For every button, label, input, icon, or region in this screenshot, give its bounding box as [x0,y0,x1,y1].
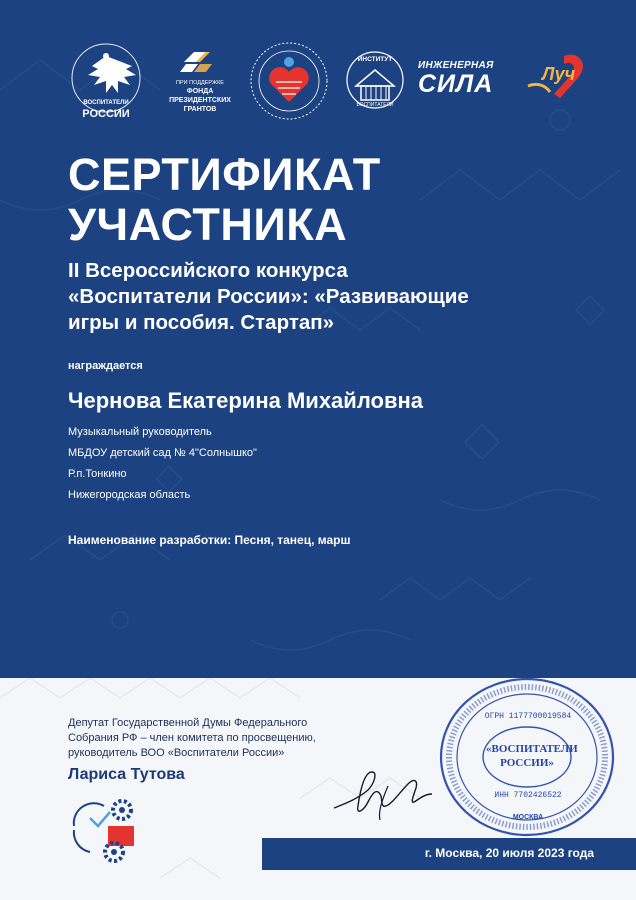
stamp-center-line2: РОССИИ» [500,757,554,769]
certificate-bottom-panel [0,678,636,900]
vospitateli-rossii-logo [64,38,148,129]
certificate-title [68,150,381,250]
institute-logo [342,42,408,127]
vr-logo-line1: ВОСПИТАТЕЛИ [83,100,129,106]
recipient-organization: МБДОУ детский сад № 4"Солнышко" [68,447,257,459]
signer-role-line1: Депутат Государственной Думы Федерального [68,717,308,729]
awarded-label: награждается [68,360,143,372]
luch-logo-text: Луч [542,64,576,84]
engineering-power-logo [418,60,510,104]
date-bar [262,838,636,870]
engineering-power-line1: ИНЖЕНЕРНАЯ [418,60,494,71]
contest-line1: II Всероссийского конкурса [68,259,348,282]
signature [328,756,440,826]
recipient-name: Чернова Екатерина Михайловна [68,388,423,413]
fund-line4: ГРАНТОВ [183,106,217,113]
luch-logo [524,50,590,106]
contest-name [68,258,608,336]
certificate-date: г. Москва, 20 июля 2023 года [424,846,594,860]
stamp-city: МОСКВА [512,814,544,821]
fund-line3: ПРЕЗИДЕНТСКИХ [169,97,231,104]
presidential-grants-fund-logo [164,48,236,124]
development-title: Наименование разработки: Песня, танец, марш [68,533,351,547]
stamp-center-text [486,742,578,770]
contest-line3: игры и пособия. Стартап» [68,311,335,334]
institute-logo-top: ИНСТИТУТ [357,56,393,63]
gears-icon [68,796,148,866]
vr-logo-line2: РОССИИ [82,108,130,120]
institute-logo-bottom: ВОСПИТАТЕЛИ [356,102,394,108]
signer-name: Лариса Тутова [68,766,185,783]
engineering-power-line2: СИЛА [418,70,494,98]
stamp-inn: ИНН 7702426522 [494,791,562,800]
title-line2: УЧАСТНИКА [68,199,348,250]
signer-role-line2: Собрания РФ – член комитета по просвещению, [68,732,316,744]
signer-role-line3: руководитель ВОО «Воспитатели России» [68,747,285,759]
recipient-position: Музыкальный руководитель [68,426,212,438]
title-line1: СЕРТИФИКАТ [68,149,381,200]
fund-line2: ФОНДА [186,88,214,95]
contest-line2: «Воспитатели России»: «Развивающие [68,285,469,308]
recipient-region: Нижегородская область [68,489,191,501]
partner-logos [0,38,636,128]
heart-emblem-logo [246,38,332,129]
recipient-locality: Р.п.Тонкино [68,468,127,480]
fund-line1: ПРИ ПОДДЕРЖКЕ [176,80,224,86]
signer-role [68,716,388,761]
stamp-ogrn: ОГРН 1177700019584 [484,712,572,721]
stamp-center-line1: «ВОСПИТАТЕЛИ [486,743,578,755]
